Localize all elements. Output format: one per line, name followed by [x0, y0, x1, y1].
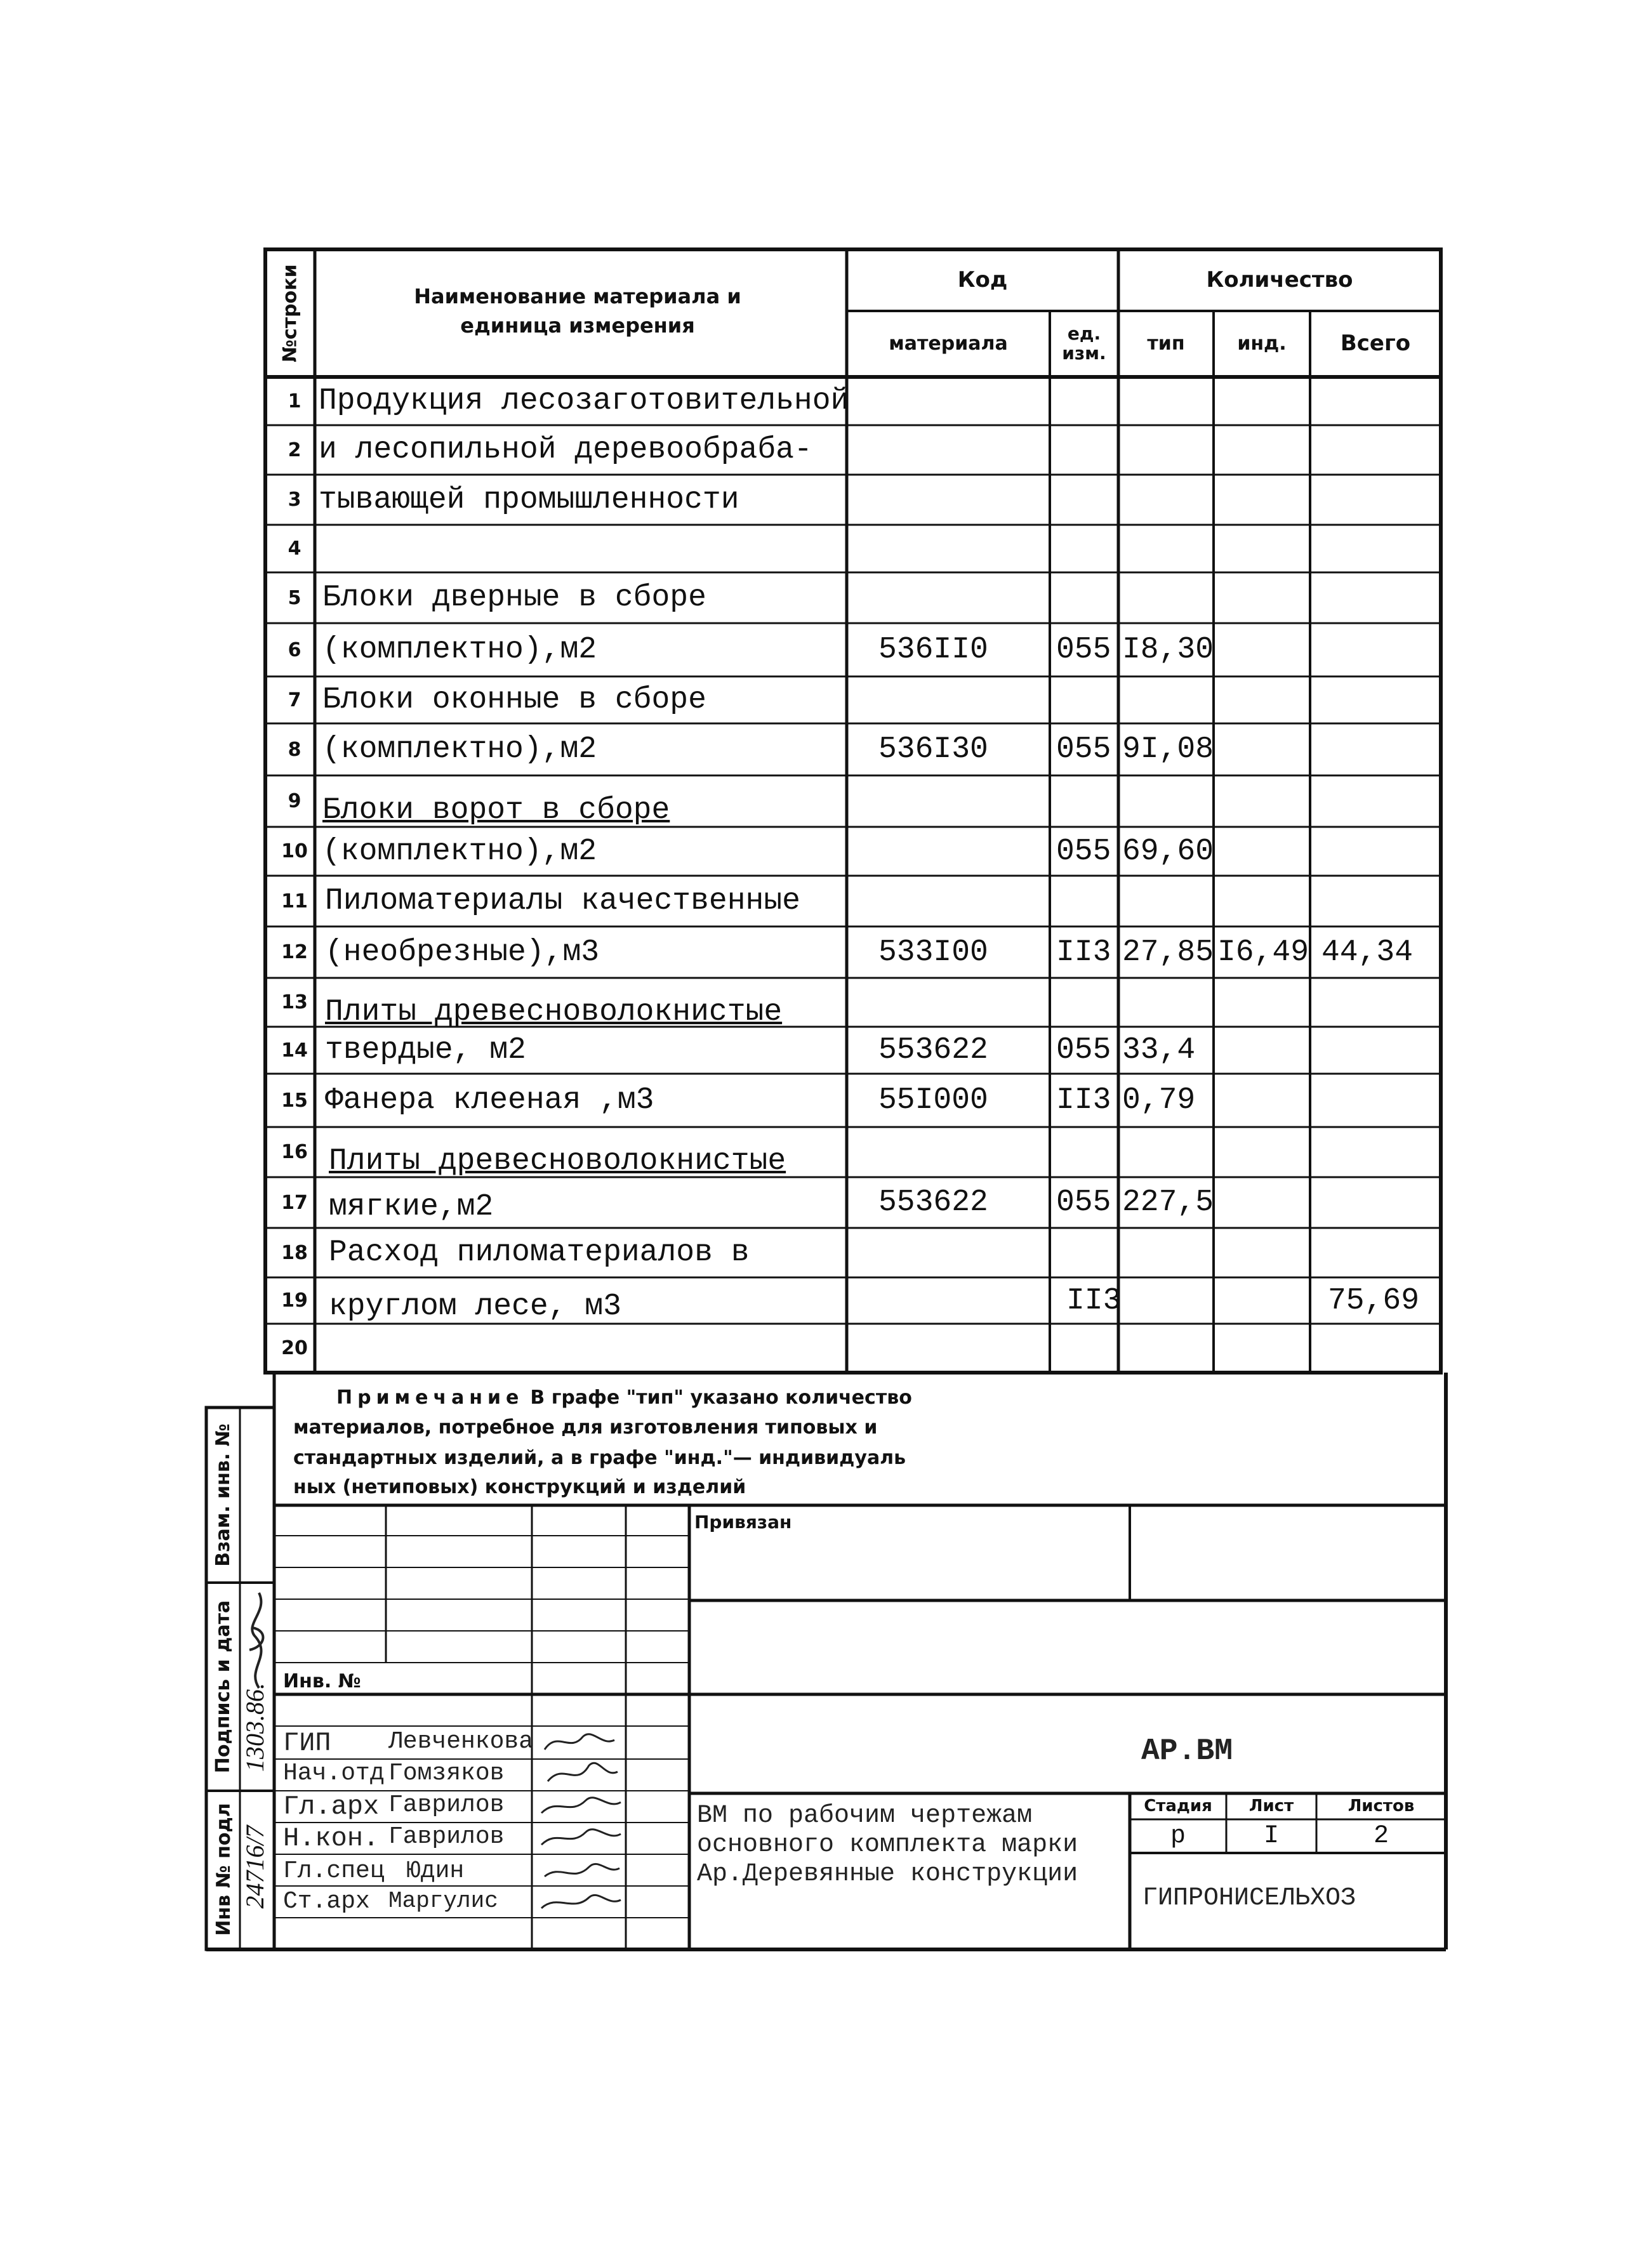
description-line-1: ВМ по рабочим чертежам — [697, 1802, 1033, 1830]
row-code: 536II0 — [878, 633, 988, 667]
row-name: (необрезные),м3 — [325, 935, 600, 970]
row-number: 18 — [281, 1241, 308, 1264]
row-name: Блоки оконные в сборе — [322, 683, 706, 717]
row-number: 17 — [281, 1191, 308, 1214]
row-tip: 9I,08 — [1122, 732, 1214, 767]
row-number: 16 — [281, 1141, 308, 1163]
stage-value: р — [1170, 1821, 1186, 1850]
name-header: Наименование материала и единица измерения — [414, 284, 741, 338]
sheet-value: I — [1263, 1821, 1279, 1850]
row-unit: II3 — [1056, 1083, 1111, 1118]
role-gl-arh: Гл.арх — [283, 1791, 380, 1822]
row-name: тывающей промышленности — [319, 482, 739, 517]
document-code: АР.ВМ — [1141, 1734, 1233, 1769]
inv-no-label: Инв. № — [283, 1670, 361, 1692]
row-tip: 69,60 — [1122, 834, 1214, 869]
name-margulis: Маргулис — [388, 1888, 498, 1914]
stage-label: Стадия — [1144, 1796, 1212, 1816]
row-tip: 0,79 — [1122, 1083, 1196, 1118]
row-number: 15 — [281, 1089, 308, 1112]
quantity-header: Количество — [1206, 267, 1353, 293]
row-ind: I6,49 — [1217, 935, 1309, 970]
row-number: 8 — [288, 738, 301, 761]
row-unit: 055 — [1056, 1033, 1111, 1067]
row-name: мягкие,м2 — [329, 1190, 494, 1224]
row-name: (комплектно),м2 — [322, 633, 597, 667]
privyazan-label: Привязан — [694, 1512, 792, 1533]
name-levchenkova: Левченкова — [388, 1728, 534, 1755]
total-header: Всего — [1340, 331, 1411, 357]
row-tip: 27,85 — [1122, 935, 1214, 970]
row-number: 5 — [288, 586, 301, 609]
name-gavrilov-2: Гаврилов — [388, 1823, 505, 1850]
role-gip: ГИП — [283, 1728, 331, 1758]
row-number: 4 — [288, 537, 301, 560]
row-name: Фанера клееная ,м3 — [325, 1083, 654, 1118]
signature-date-label: Подпись и дата — [212, 1600, 234, 1774]
note-line-2: материалов, потребное для изготовления типовых и — [293, 1416, 878, 1439]
note-line-1: Примечание В графе "тип" указано количество — [336, 1387, 912, 1409]
row-number: 20 — [281, 1337, 308, 1359]
row-tip: 227,5 — [1122, 1185, 1214, 1220]
material-code-header: материала — [889, 333, 1008, 355]
sheet-label: Лист — [1248, 1796, 1294, 1816]
row-name: Блоки дверные в сборе — [322, 581, 706, 615]
row-name: круглом лесе, м3 — [329, 1289, 621, 1324]
note-line-3: стандартных изделий, а в графе "инд."— индивидуаль — [293, 1447, 906, 1469]
role-nach-otd: Нач.отд — [283, 1760, 385, 1787]
row-number-header: №строки — [279, 264, 301, 362]
description-line-2: основного комплекта марки — [697, 1831, 1078, 1859]
tip-header: тип — [1147, 333, 1185, 355]
row-name: (комплектно),м2 — [322, 834, 597, 869]
row-name: Блоки ворот в сборе — [322, 793, 670, 827]
row-total: 75,69 — [1328, 1283, 1420, 1318]
row-unit: II3 — [1066, 1283, 1122, 1318]
row-unit: 055 — [1056, 1185, 1111, 1220]
row-code: 55I000 — [878, 1083, 988, 1118]
row-code: 536I30 — [878, 732, 988, 767]
row-number: 12 — [281, 941, 308, 963]
row-number: 10 — [281, 840, 308, 862]
row-name: Плиты древесноволокнистые — [329, 1144, 786, 1178]
row-number: 9 — [288, 790, 301, 812]
row-number: 6 — [288, 638, 301, 661]
row-number: 2 — [288, 438, 301, 461]
row-name: Продукция лесозаготовительной — [319, 384, 849, 418]
row-number: 1 — [288, 390, 301, 412]
name-gavrilov-1: Гаврилов — [388, 1791, 505, 1819]
row-total: 44,34 — [1321, 935, 1414, 970]
row-number: 14 — [281, 1039, 308, 1062]
inv-podl-value: 24716/7 — [241, 1825, 269, 1909]
row-code: 553622 — [878, 1033, 988, 1067]
row-name: твердые, м2 — [325, 1033, 526, 1067]
row-name: Пиломатериалы качественные — [325, 884, 800, 918]
ind-header: инд. — [1237, 333, 1287, 355]
description-line-3: Ар.Деревянные конструкции — [697, 1860, 1078, 1889]
row-code: 533I00 — [878, 935, 988, 970]
role-st-arh: Ст.арх — [283, 1888, 370, 1915]
row-number: 7 — [288, 689, 301, 711]
row-name: Расход пиломатериалов в — [329, 1236, 750, 1270]
row-name: Плиты древесноволокнистые — [325, 994, 783, 1029]
sheets-value: 2 — [1373, 1821, 1389, 1850]
name-gomzyakov: Гомзяков — [388, 1760, 505, 1787]
row-tip: 33,4 — [1122, 1033, 1196, 1067]
note-label: Примечание — [336, 1387, 524, 1409]
inv-podl-label: Инв № подл — [213, 1803, 235, 1936]
row-unit: 055 — [1056, 633, 1111, 667]
row-number: 13 — [281, 991, 308, 1013]
row-number: 11 — [281, 890, 308, 913]
row-number: 3 — [288, 489, 301, 511]
role-gl-spec: Гл.спец — [283, 1857, 385, 1885]
unit-header: ед. изм. — [1062, 323, 1106, 364]
signatures — [532, 1727, 626, 1918]
role-n-kon: Н.кон. — [283, 1823, 380, 1854]
row-number: 19 — [281, 1289, 308, 1312]
row-code: 553622 — [878, 1185, 988, 1220]
code-header: Код — [957, 267, 1008, 293]
side-signature — [240, 1586, 278, 1694]
row-unit: 055 — [1056, 834, 1111, 869]
vzam-inv-label: Взам. инв. № — [212, 1423, 234, 1567]
row-unit: 055 — [1056, 732, 1111, 767]
name-yudin: Юдин — [406, 1857, 465, 1885]
row-tip: I8,30 — [1122, 633, 1214, 667]
row-name: и лесопильной деревообраба- — [319, 433, 812, 467]
row-unit: II3 — [1056, 935, 1111, 970]
organization-name: ГИПРОНИСЕЛЬХОЗ — [1142, 1884, 1356, 1913]
note-line-4: ных (нетиповых) конструкций и изделий — [293, 1476, 746, 1498]
sheets-label: Листов — [1348, 1796, 1415, 1816]
signature-date-value: 1303.86. — [241, 1683, 269, 1772]
row-name: (комплектно),м2 — [322, 732, 597, 767]
